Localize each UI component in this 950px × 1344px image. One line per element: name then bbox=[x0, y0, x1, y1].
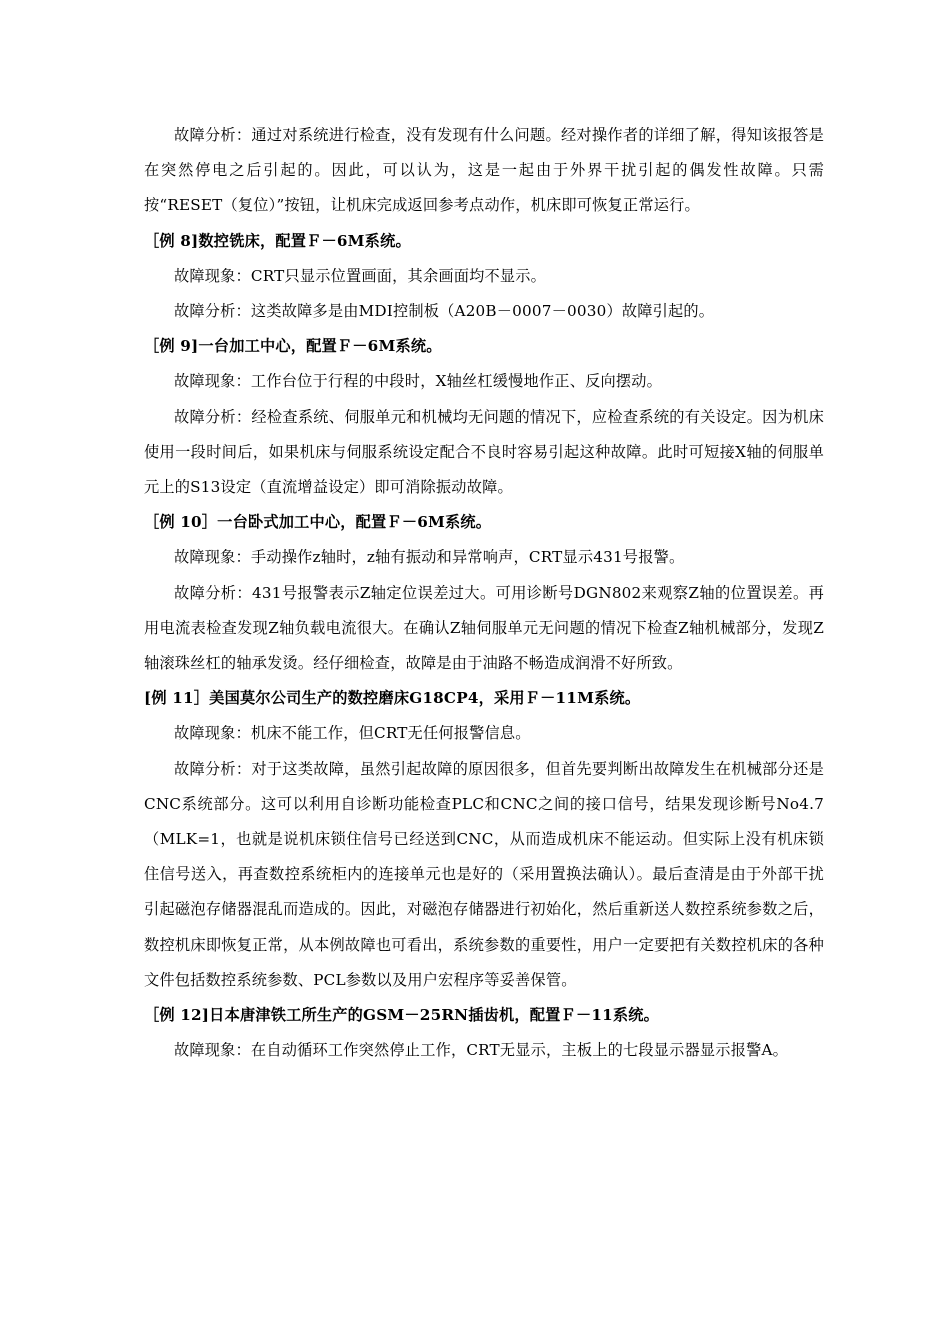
paragraph-fault-symptom: 故障现象：在自动循环工作突然停止工作，CRT无显示，主板上的七段显示器显示报警A。 bbox=[174, 1041, 789, 1060]
paragraph-fault-symptom: 故障现象：工作台位于行程的中段时，X轴丝杠缓慢地作正、反向摆动。 bbox=[174, 372, 663, 391]
paragraph-fault-symptom: 故障现象：机床不能工作，但CRT无任何报警信息。 bbox=[174, 724, 531, 743]
paragraph-fault-analysis: 故障分析：对于这类故障，虽然引起故障的原因很多，但首先要判断出故障发生在机械部分还是CNC系统部分。这可以利用自诊断功能检查PLC和CNC之间的接口信号，结果发现诊断号No4.7（MLK=1，也就是说机床锁住信号已经送到CNC，从而造成机床不能运动。但实际上没有机床锁住信号送入，再查数控系统柜内的连接单元也是好的（采用置换法确认）。最后查清是由于外部干扰引起磁泡存储器混乱而造成的。因此，对磁泡存储器进行初始化，然后重新送人数控系统参数之后，数控机床即恢复正常，从本例故障也可看出，系统参数的重要性，用户一定要把有关数控机床的各种文件包括数控系统参数、PCL参数以及用户宏程序等妥善保管。 bbox=[144, 759, 824, 989]
paragraph-fault-analysis: 故障分析：经检查系统、伺服单元和机械均无问题的情况下，应检查系统的有关设定。因为机床使用一段时间后，如果机床与伺服系统设定配合不良时容易引起这种故障。此时可短接X轴的伺服单元上的S13设定（直流增益设定）即可消除振动故障。 bbox=[144, 407, 824, 497]
paragraph-fault-analysis: 故障分析：这类故障多是由MDI控制板（A20B－0007－0030）故障引起的。 bbox=[174, 302, 715, 321]
example-heading: [例 11］美国莫尔公司生产的数控磨床G18CP4，采用Ｆ－11M系统。 bbox=[144, 689, 641, 708]
paragraph-fault-symptom: 故障现象：手动操作z轴时，z轴有振动和异常响声，CRT显示431号报警。 bbox=[174, 548, 685, 567]
example-heading: ［例 12]日本唐津铁工所生产的GSM－25RN插齿机，配置Ｆ－11系统。 bbox=[144, 1006, 660, 1025]
example-heading: ［例 8]数控铣床，配置Ｆ－6M系统。 bbox=[144, 231, 411, 250]
example-heading: ［例 10］一台卧式加工中心，配置Ｆ－6M系统。 bbox=[144, 513, 492, 532]
paragraph-fault-symptom: 故障现象：CRT只显示位置画面，其余画面均不显示。 bbox=[174, 266, 547, 285]
paragraph-fault-analysis: 故障分析：通过对系统进行检查，没有发现有什么问题。经对操作者的详细了解，得知该报答是在突然停电之后引起的。因此，可以认为，这是一起由于外界干扰引起的偶发性故障。只需按“RESET（复位）”按钮，让机床完成返回参考点动作，机床即可恢复正常运行。 bbox=[144, 126, 824, 215]
example-heading: ［例 9]一台加工中心，配置Ｆ－6M系统。 bbox=[144, 337, 442, 356]
document-page bbox=[144, 118, 824, 1068]
paragraph-fault-analysis: 故障分析：431号报警表示Z轴定位误差过大。可用诊断号DGN802来观察Z轴的位置误差。再用电流表检查发现Z轴负载电流很大。在确认Z轴伺服单元无问题的情况下检查Z轴机械部分，发现Z轴滚珠丝杠的轴承发烫。经仔细检查，故障是由于油路不畅造成润滑不好所致。 bbox=[144, 583, 824, 673]
